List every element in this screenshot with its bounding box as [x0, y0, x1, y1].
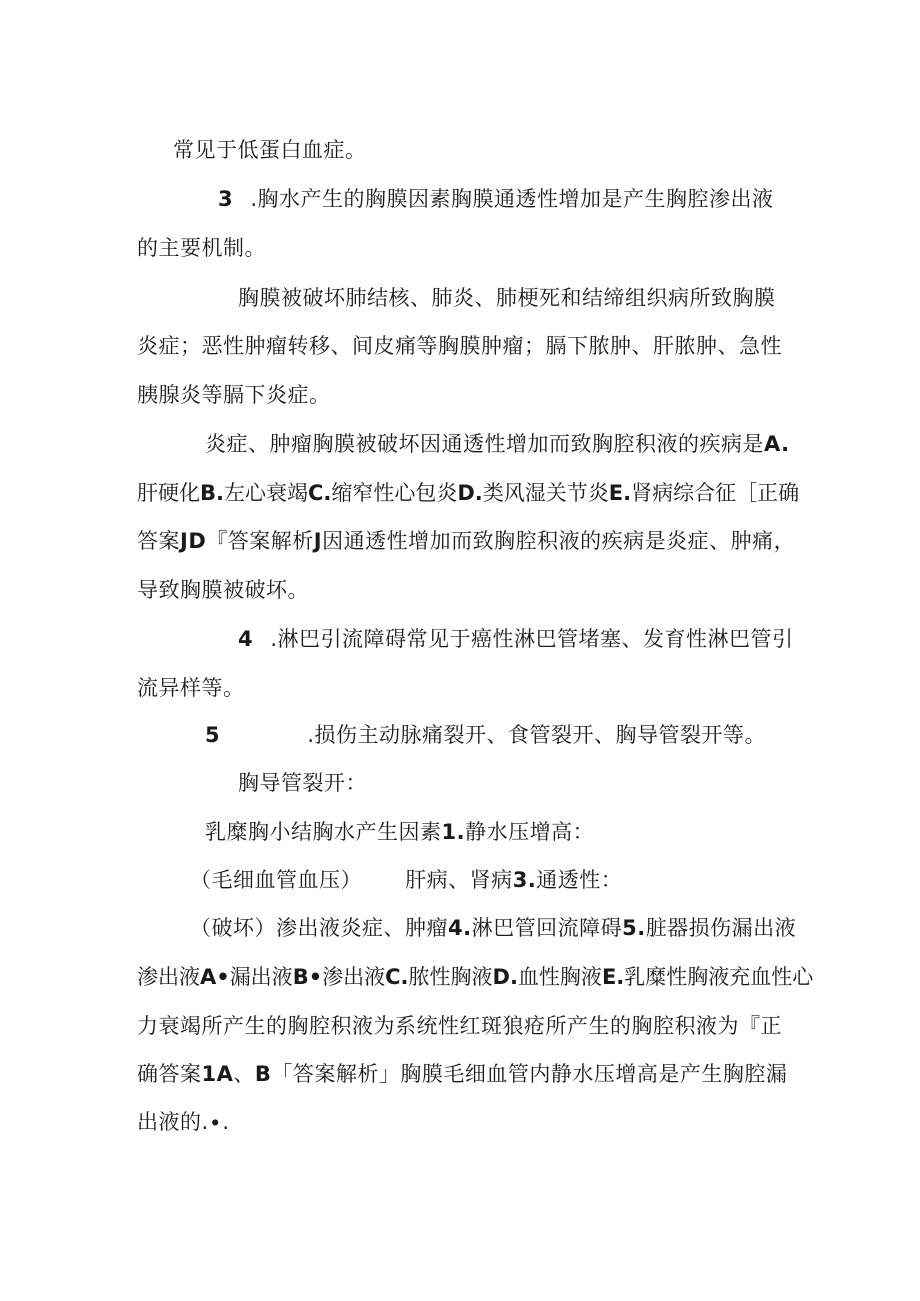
line-text: 的主要机制。 [137, 236, 266, 260]
line-text: 静水压增高： [465, 820, 595, 844]
line-text: 因通透性增加而致胸腔积液的疾病是炎症、肿痛， [322, 529, 796, 553]
line-text: 「答案解析」胸膜毛细血管内静水压增高是产生胸腔漏 [271, 1062, 788, 1086]
line-text: 肝病、肾病 [405, 868, 513, 892]
item-number: 5. [622, 916, 646, 940]
line-text: 乳糜胸小结胸水产生因素 [205, 820, 442, 844]
option-label: C. [385, 965, 409, 989]
item-number: 1. [441, 820, 466, 844]
text-line-15 [205, 818, 594, 846]
text-line-1 [173, 136, 367, 164]
option-label: B• [292, 965, 323, 989]
text-line-21 [137, 1108, 230, 1136]
item-number: 3. [512, 868, 537, 892]
option-label: E. [601, 965, 625, 989]
line-text: 脏器损伤漏出液 [645, 916, 797, 940]
line-text: 肝硬化 [137, 481, 200, 505]
line-text: 漏出液 [229, 965, 293, 989]
line-text: 血性胸液 [517, 965, 602, 989]
option-label: B. [200, 481, 224, 505]
line-text: （破坏）渗出液炎症、肿瘤 [190, 916, 448, 940]
line-text: 导致胸膜被破坏。 [137, 578, 309, 602]
text-line-20 [137, 1060, 787, 1088]
line-text: 胸导管裂开： [238, 771, 367, 795]
text-line-17 [190, 914, 796, 942]
line-text: 力衰竭所产生的胸腔积液为系统性红斑狼疮所产生的胸腔积液为『正 [137, 1014, 782, 1038]
line-text: 常见于低蛋白血症。 [173, 138, 367, 162]
line-text: 左心衰竭 [223, 481, 308, 505]
line-text: 乳糜性胸液充血性心 [624, 965, 814, 989]
line-text: （毛细血管血压） [190, 868, 362, 892]
text-line-10 [137, 576, 309, 604]
item-number: 4 [238, 627, 254, 651]
line-text: 炎症、肿瘤胸膜被破坏因通透性增加而致胸腔积液的疾病是 [205, 432, 764, 456]
option-label: C. [307, 481, 332, 505]
line-text: 肾病综合征［正确 [631, 481, 800, 505]
text-line-11 [238, 625, 794, 653]
option-label: A• [200, 965, 230, 989]
line-text: .胸水产生的胸膜因素胸膜通透性增加是产生胸腔渗出液 [250, 187, 774, 211]
line-text: 缩窄性心包炎 [331, 481, 458, 505]
text-line-12 [137, 674, 245, 702]
line-text: .损伤主动脉痛裂开、食管裂开、胸导管裂开等。 [307, 723, 766, 747]
line-text: 胸膜被破坏肺结核、肺炎、肺梗死和结缔组织病所致胸膜 [238, 286, 776, 310]
line-text: 确答案 [137, 1062, 202, 1086]
text-line-6 [137, 381, 331, 409]
line-text: 通透性： [536, 868, 623, 892]
answer-label: JD [180, 529, 207, 553]
text-line-16 [190, 866, 622, 894]
line-text: 胰腺炎等膈下炎症。 [137, 383, 331, 407]
option-label: D. [492, 965, 518, 989]
line-text: 类风湿关节炎 [482, 481, 609, 505]
text-line-18 [137, 963, 813, 991]
line-text: 渗出液 [137, 965, 200, 989]
option-label: D. [457, 481, 483, 505]
text-line-9 [137, 527, 795, 555]
line-text: 『答案解析 [206, 529, 314, 553]
text-line-7 [205, 430, 790, 458]
text-line-14 [238, 769, 367, 797]
text-line-19 [137, 1012, 782, 1040]
line-text: 脓性胸液 [408, 965, 493, 989]
line-text: 流异样等。 [137, 676, 245, 700]
answer-label: B [254, 1062, 272, 1086]
item-number: 3 [218, 187, 234, 211]
line-text: 淋巴管回流障碍 [471, 916, 623, 940]
line-text: 、 [233, 1062, 255, 1086]
line-text: 渗出液 [322, 965, 386, 989]
bracket-mark: J [313, 529, 323, 553]
text-line-5 [137, 332, 782, 360]
answer-label: 1A [201, 1062, 234, 1086]
line-text: 出液的.∙. [137, 1110, 230, 1134]
line-text: 答案 [137, 529, 180, 553]
text-line-4 [238, 284, 776, 312]
text-line-3 [137, 234, 266, 262]
item-number: 5 [205, 723, 221, 747]
item-number: 4. [448, 916, 472, 940]
line-text: 炎症；恶性肿瘤转移、间皮痛等胸膜肿瘤；膈下脓肿、肝脓肿、急性 [137, 334, 782, 358]
text-line-8 [137, 479, 799, 507]
option-label: A. [764, 432, 790, 456]
text-line-2 [218, 185, 774, 213]
text-line-13 [205, 721, 766, 749]
option-label: E. [608, 481, 632, 505]
line-text: .淋巴引流障碍常见于癌性淋巴管堵塞、发育性淋巴管引 [270, 627, 794, 651]
